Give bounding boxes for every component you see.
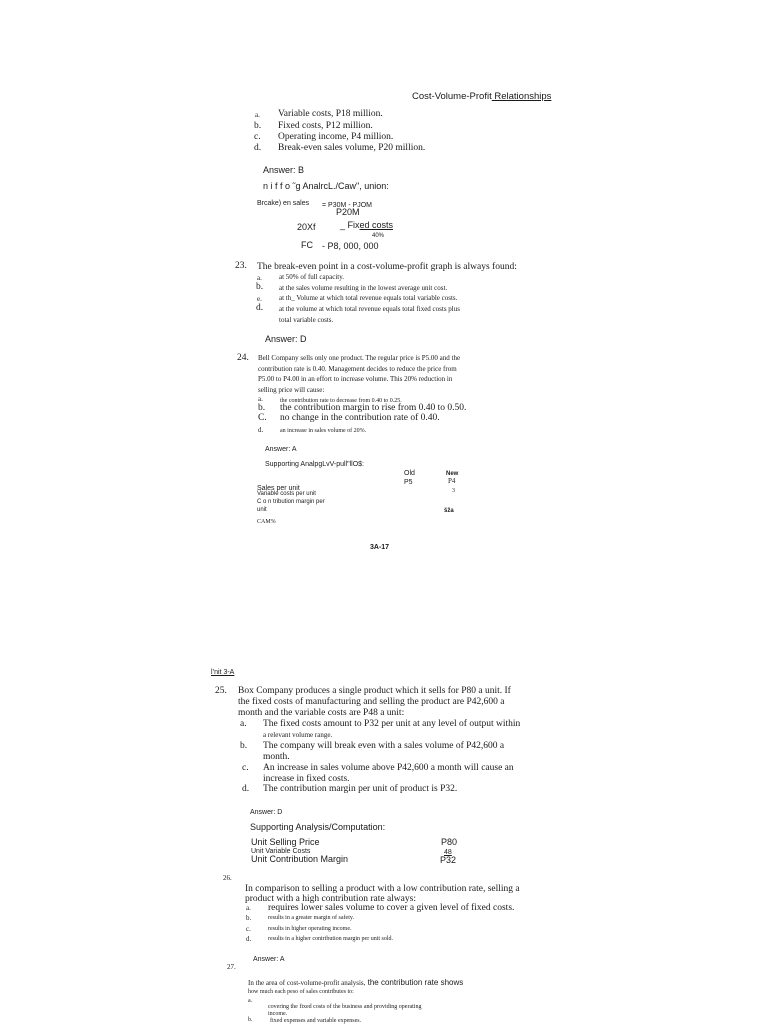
q27-option-letter: b. xyxy=(248,1017,253,1023)
q26-option-letter: c. xyxy=(246,925,251,933)
q24-number: 24. xyxy=(237,353,249,363)
q22-fixed-percent: 40% xyxy=(372,233,385,239)
q22-breakeven-denominator: P20M xyxy=(336,207,360,217)
q24-stem-line: P5.00 to P4.00 in an effort to increase volume. This 20% reduction in xyxy=(258,375,453,383)
q22-analysis-heading: n i f f o ˜g AnalrcL./Caw", union: xyxy=(263,181,389,191)
q22-option-letter: b. xyxy=(254,121,262,131)
q24-option-letter: b. xyxy=(258,403,266,413)
q24-option-letter: C. xyxy=(258,413,267,423)
page-header xyxy=(412,91,551,102)
q22-fixed-costs-fraction xyxy=(340,220,393,231)
q26-answer: Answer: A xyxy=(253,956,285,963)
q27-stem-part: the contribution rate shows xyxy=(365,978,464,987)
q25-stem-line: month and the variable costs are P48 a unit: xyxy=(238,708,405,718)
q25-option-letter: b. xyxy=(240,741,248,751)
q24-option-text: the contribution rate to decrease from 0.40 to 0.25. xyxy=(280,398,402,404)
q25-option-letter: c. xyxy=(242,763,249,773)
q23-option-text: at the volume at which total revenue equals total fixed costs plus xyxy=(279,305,460,313)
q22-option-text: Fixed costs, P12 million. xyxy=(278,121,373,131)
q22-fc-label: FC xyxy=(301,240,313,250)
q25-stem-line: the fixed costs of manufacturing and selling the product are P42,600 a xyxy=(238,697,505,707)
q23-option-text: at the sales volume resulting in the lowest average unit cost. xyxy=(279,284,448,292)
q23-option-letter: e. xyxy=(257,295,262,303)
q26-option-letter: d. xyxy=(246,935,252,943)
q24-answer: Answer: A xyxy=(265,446,297,453)
q27-option-text: covering the fixed costs of the business and providing operating xyxy=(268,1004,422,1010)
q22-option-letter: c. xyxy=(254,132,261,142)
page-number: 3A-17 xyxy=(370,544,390,551)
q24-new-price: P4 xyxy=(448,477,456,485)
q26-option-letter: b. xyxy=(246,914,252,922)
q26-option-letter: a. xyxy=(246,904,251,912)
q24-row-unit: unit xyxy=(257,507,267,513)
q25-row-value: P32 xyxy=(440,855,457,865)
q24-option-letter: d. xyxy=(258,426,264,434)
q22-option-text: Break-even sales volume, P20 million. xyxy=(278,143,426,153)
q22-option-letter: a. xyxy=(255,111,260,119)
q25-option-letter: d. xyxy=(242,784,250,794)
q25-answer: Answer: D xyxy=(250,809,283,816)
q23-option-text: at th_ Volume at which total revenue equals total variable costs. xyxy=(279,294,458,302)
q24-row-variable: Variable costs per unit xyxy=(257,491,316,497)
q22-xf-label: 20Xf xyxy=(297,222,316,232)
q26-stem-line: In comparison to selling a product with a low contribution rate, selling a xyxy=(245,884,520,894)
q27-option-text: fixed expenses and variable expenses. xyxy=(270,1018,362,1024)
q26-stem-line: product with a high contribution rate always: xyxy=(245,894,416,904)
q24-row-sales: Sales per unit xyxy=(257,485,300,492)
q24-stem-line: Bell Company sells only one product. The regular price is P5.00 and the xyxy=(258,354,461,362)
q26-number: 26. xyxy=(223,874,232,882)
q27-number: 27. xyxy=(227,963,236,971)
q25-stem-line: Box Company produces a single product which it sells for P80 a unit. If xyxy=(238,686,511,696)
q26-option-text: results in a higher contribution margin per unit sold. xyxy=(268,936,394,942)
q25-row-label: Unit Contribution Margin xyxy=(251,854,349,864)
q22-fixed-underlined: ed costs xyxy=(359,220,394,230)
q22-fixed-prefix: _ Fix xyxy=(340,220,360,230)
q26-option-text: results in a greater margin of safety. xyxy=(268,915,354,921)
q24-option-text: an increase in sales volume of 20%. xyxy=(280,428,367,434)
q23-answer: Answer: D xyxy=(265,334,307,344)
q26-option-text: requires lower sales volume to cover a given level of fixed costs. xyxy=(268,903,515,913)
q22-option-text: Variable costs, P18 million. xyxy=(278,109,383,119)
q25-row-value: 48 xyxy=(444,849,452,856)
q23-option-letter: b. xyxy=(256,282,264,292)
q24-column-new: New xyxy=(446,471,459,477)
q24-stem-line: selling price will cause: xyxy=(258,386,325,394)
q24-old-price: P5 xyxy=(404,479,413,486)
q24-option-letter: a. xyxy=(258,395,263,403)
q24-scribble-value: šžа xyxy=(444,508,454,514)
q27-stem-line: how much each peso of sales contributes to: xyxy=(248,989,354,995)
q25-option-text: An increase in sales volume above P42,600 a month will cause an xyxy=(263,763,514,773)
q23-stem: The break-even point in a cost-volume-profit graph is always found: xyxy=(257,262,517,272)
q24-row-contribution: C o n tribution margin per xyxy=(257,499,325,505)
q23-option-letter: a. xyxy=(257,274,262,282)
q25-option-text: The contribution margin per unit of product is P32. xyxy=(263,784,458,794)
q25-option-text: increase in fixed costs. xyxy=(263,774,350,784)
q27-stem-part: In the area of cost-volume-profit analysis, xyxy=(248,979,366,987)
q27-option-text: income. xyxy=(268,1011,288,1017)
q24-column-old: Old xyxy=(404,470,415,477)
q25-row-label: Unit Selling Price xyxy=(251,837,320,847)
q22-option-letter: d. xyxy=(254,143,262,153)
q24-option-text: no change in the contribution rate of 0.40. xyxy=(280,413,440,423)
q23-option-letter: d. xyxy=(256,303,264,313)
q23-option-text: at 50% of full capacity. xyxy=(279,273,345,281)
q24-row-cam: CAM% xyxy=(257,519,276,525)
header-title-prefix: Cost-Volume-Profit xyxy=(412,91,492,102)
q26-option-text: results in higher operating income. xyxy=(268,926,352,932)
header-title-suffix: Relationships xyxy=(491,91,552,102)
q24-analysis-heading: Supporting AnalpgLvV-pull"llO$: xyxy=(265,461,364,468)
q25-number: 25. xyxy=(215,686,227,696)
q22-fc-value: - P8, 000, 000 xyxy=(322,241,379,251)
q23-option-text-continued: total variable costs. xyxy=(279,316,334,324)
q22-option-text: Operating income, P4 million. xyxy=(278,132,394,142)
q25-row-label: Unit Variable Costs xyxy=(251,848,311,855)
q25-option-text: month. xyxy=(263,752,290,762)
q22-answer: Answer: B xyxy=(263,165,305,175)
q25-row-value: P80 xyxy=(441,837,458,847)
q24-new-variable: 3 xyxy=(452,488,455,494)
q24-option-text: the contribution margin to rise from 0.40 to 0.50. xyxy=(280,403,467,413)
section-label: l’nit 3-A xyxy=(211,669,235,676)
q27-option-letter: a. xyxy=(248,998,253,1004)
q25-option-letter: a. xyxy=(240,719,247,729)
q25-option-text: The fixed costs amount to P32 per unit at any level of output within xyxy=(263,719,521,729)
q25-option-text: The company will break even with a sales volume of P42,600 a xyxy=(263,741,505,751)
q24-stem-line: contribution rate is 0.40. Management decides to reduce the price from xyxy=(258,365,457,373)
q22-breakeven-equation: = P30M - PJOM xyxy=(322,202,372,209)
q22-breakeven-label: Brcake) en sales xyxy=(257,200,310,207)
q25-analysis-heading: Supporting Analysis/Computation: xyxy=(250,822,386,832)
q25-option-text: a relevant volume range. xyxy=(263,731,333,739)
q23-number: 23. xyxy=(235,261,247,271)
